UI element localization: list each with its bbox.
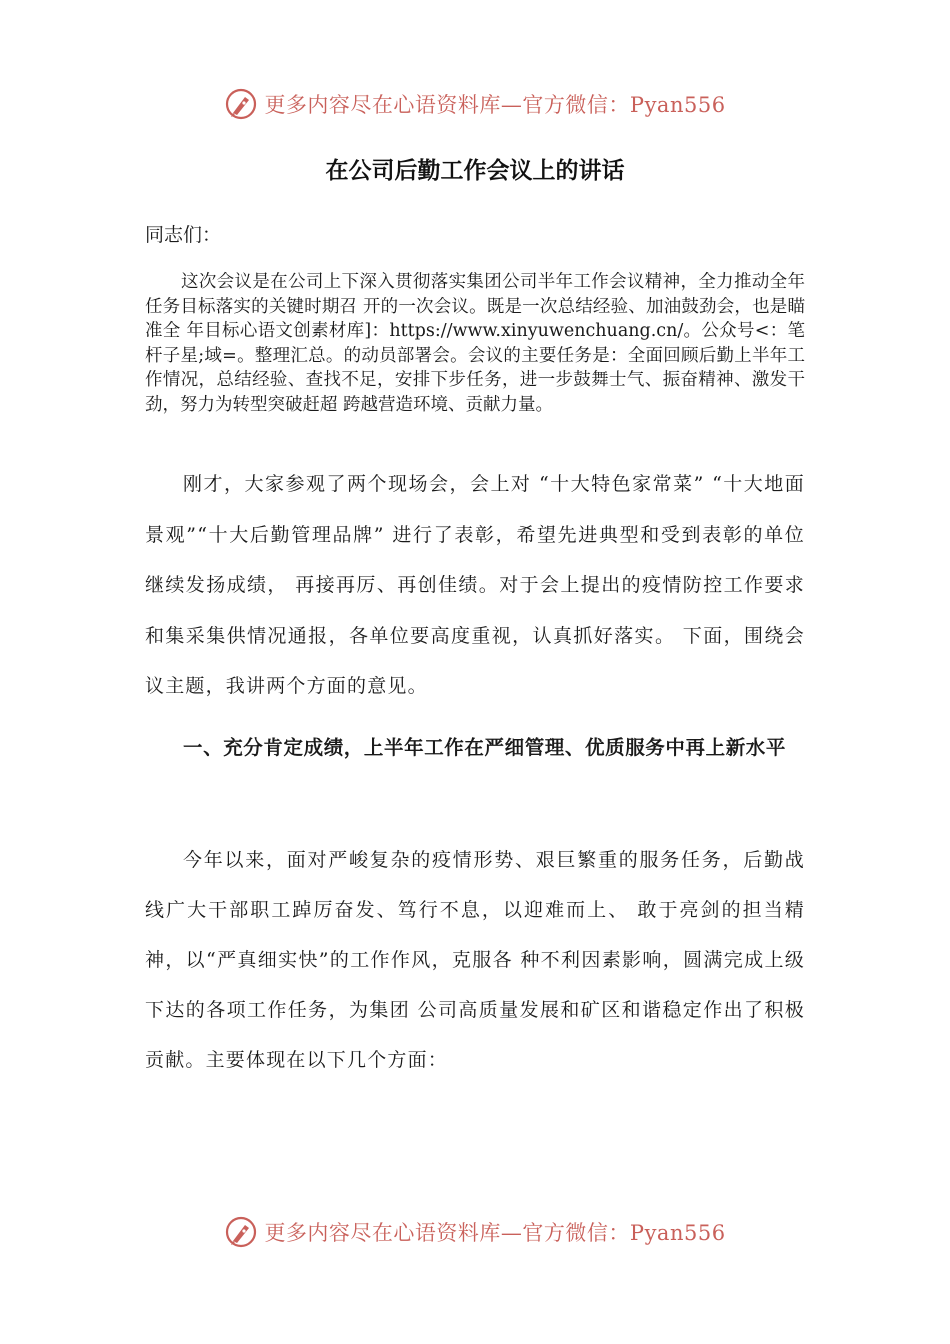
banner-text: 更多内容尽在心语资料库—官方微信：Pyan556: [264, 93, 726, 117]
header-banner: [0, 84, 950, 124]
section-heading-1: 一、充分肯定成绩，上半年工作在严细管理、优质服务中再上新水平: [183, 736, 787, 759]
pen-nib-logo-icon: [224, 1215, 258, 1249]
paragraph-commendation: 刚才，大家参观了两个现场会，会上对 “十大特色家常菜” “十大地面景观”“十大后勤管理品牌” 进行了表彰，希望先进典型和受到表彰的单位继续发扬成绩， 再接再厉、再创佳绩。对于会上提出的疫情防控工作要求和集采集供情况通报，各单位要高度重视，认真抓好落实。 下面，围绕会议主题，我讲两个方面的意见。: [145, 473, 805, 697]
footer-banner: [0, 1212, 950, 1252]
salutation: 同志们：: [145, 224, 222, 246]
paragraph-achievements: 今年以来，面对严峻复杂的疫情形势、艰巨繁重的服务任务，后勤战线广大干部职工踔厉奋发、笃行不息，以迎难而上、 敢于亮剑的担当精神，以“严真细实快”的工作作风，克服各 种不利因素影响，圆满完成上级下达的各项工作任务，为集团 公司高质量发展和矿区和谐稳定作出了积极贡献。主要体现在以下几个方面：: [145, 849, 805, 1071]
banner-text: 更多内容尽在心语资料库—官方微信：Pyan556: [264, 1221, 726, 1245]
pen-nib-logo-icon: [224, 87, 258, 121]
document-title: 在公司后勤工作会议上的讲话: [325, 158, 625, 184]
paragraph-intro: 这次会议是在公司上下深入贯彻落实集团公司半年工作会议精神，全力推动全年任务目标落实的关键时期召 开的一次会议。既是一次总结经验、加油鼓劲会，也是瞄准全 年目标心语文创素材库]：https://www.xinyuwenchuang.cn/。公众号<：笔杆子星;域=。整理汇总。的动员部署会。会议的主要任务是：全面回顾后勤上半年工作情况，总结经验、查找不足，安排下步任务，进一步鼓舞士气、振奋精神、激发干劲，努力为转型突破赶超 跨越营造环境、贡献力量。: [145, 272, 805, 415]
